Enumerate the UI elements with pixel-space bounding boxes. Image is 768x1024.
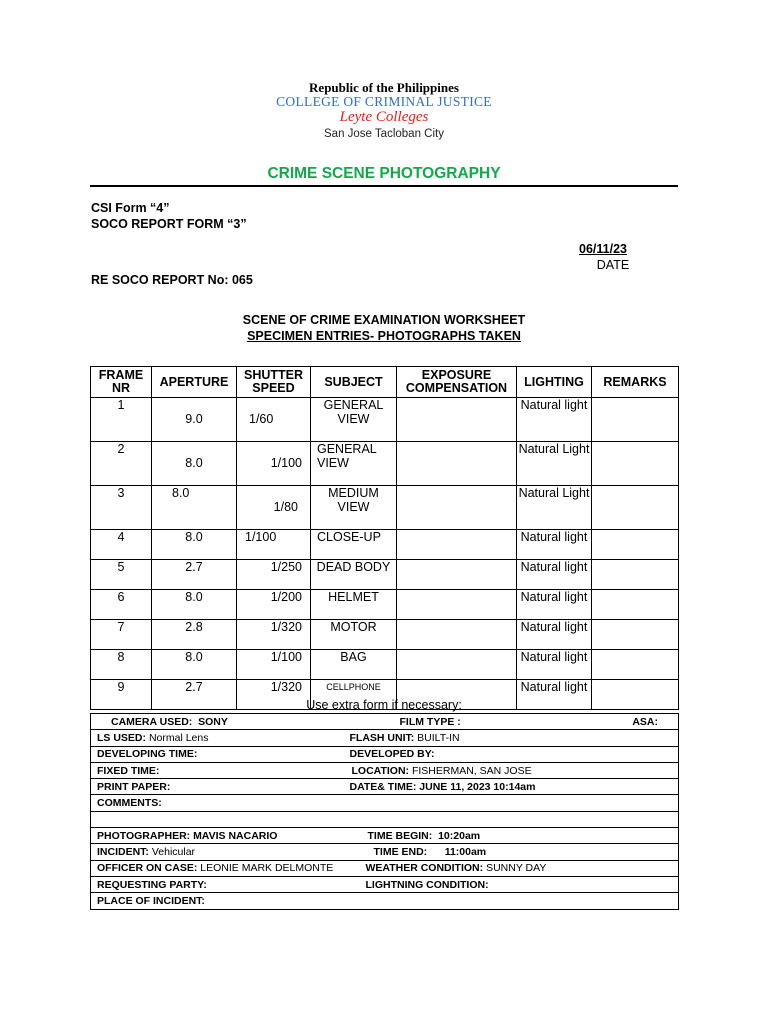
lens-used: LS USED: Normal Lens [91,730,344,746]
remarks-cell [592,620,679,650]
info-row [91,714,679,730]
developed-by: DEVELOPED BY: [344,746,679,762]
exposure-cell [397,590,517,620]
worksheet-subtitle: SPECIMEN ENTRIES- PHOTOGRAPHS TAKEN [247,329,521,343]
aperture-cell: 8.0 [152,442,237,486]
aperture-cell: 9.0 [152,398,237,442]
lighting-cell: Natural light [517,620,592,650]
info-row [91,828,679,844]
worksheet-title: SCENE OF CRIME EXAMINATION WORKSHEET [242,313,526,327]
frame-cell: 8 [91,650,152,680]
incident: INCIDENT: Vehicular [91,844,344,860]
table-row [91,398,679,442]
table-row [91,442,679,486]
info-row [91,860,679,876]
shutter-cell: 1/320 [237,620,311,650]
remarks-cell [592,560,679,590]
column-header: SUBJECT [311,367,397,398]
column-header: FRAME NR [91,367,152,398]
shutter-cell: 1/80 [237,486,311,530]
exposure-cell [397,560,517,590]
info-row [91,730,679,746]
lighting-cell: Natural light [517,398,592,442]
date-time: DATE& TIME: JUNE 11, 2023 10:14am [344,779,679,795]
aperture-cell: 8.0 [152,486,237,530]
info-row [91,795,679,811]
requesting-party: REQUESTING PARTY: [91,876,344,892]
info-row [91,876,679,892]
exposure-cell [397,620,517,650]
location: LOCATION: FISHERMAN, SAN JOSE [344,762,679,778]
info-row [91,811,679,827]
lighting-cell: Natural light [517,560,592,590]
table-header-row [91,367,679,398]
extra-form-note: Use extra form if necessary: [306,698,462,712]
frame-cell: 5 [91,560,152,590]
subject-cell: DEAD BODY [311,560,397,590]
subject-cell: HELMET [311,590,397,620]
time-end: TIME END: 11:00am [344,844,679,860]
frame-cell: 9 [91,680,152,710]
remarks-cell [592,398,679,442]
aperture-cell: 2.7 [152,680,237,710]
info-row [91,779,679,795]
column-header: REMARKS [592,367,679,398]
aperture-cell: 8.0 [152,590,237,620]
weather-condition: WEATHER CONDITION: SUNNY DAY [344,860,679,876]
frame-cell: 1 [91,398,152,442]
shutter-cell: 1/200 [237,590,311,620]
subject-cell: BAG [311,650,397,680]
remarks-cell [592,442,679,486]
aperture-cell: 8.0 [152,530,237,560]
exposure-cell [397,530,517,560]
column-header: APERTURE [152,367,237,398]
subject-cell: MOTOR [311,620,397,650]
officer-on-case: OFFICER ON CASE: LEONIE MARK DELMONTE [91,860,344,876]
table-row [91,560,679,590]
subject-cell: CLOSE-UP [311,530,397,560]
subject-cell: MEDIUM VIEW [311,486,397,530]
column-header: LIGHTING [517,367,592,398]
exposure-cell [397,650,517,680]
shutter-cell: 1/60 [237,398,311,442]
time-begin: TIME BEGIN: 10:20am [344,828,679,844]
date-value: 06/11/23 [579,242,627,256]
comments: COMMENTS: [91,795,679,811]
developing-time: DEVELOPING TIME: [91,746,344,762]
info-row [91,746,679,762]
shutter-cell: 1/320 [237,680,311,710]
table-row [91,530,679,560]
fixed-time: FIXED TIME: [91,762,344,778]
remarks-cell [592,486,679,530]
remarks-cell [592,590,679,620]
frame-cell: 3 [91,486,152,530]
college-heading: COLLEGE OF CRIMINAL JUSTICE [276,94,492,109]
remarks-cell [592,530,679,560]
shutter-cell: 1/100 [237,530,311,560]
title-rule [90,185,678,187]
subject-cell: GENERAL VIEW [311,398,397,442]
lighting-cell: Natural Light [517,486,592,530]
film-type: FILM TYPE : [344,714,574,730]
lighting-cell: Natural light [517,590,592,620]
lighting-cell: Natural light [517,530,592,560]
aperture-cell: 2.8 [152,620,237,650]
school-address: San Jose Tacloban City [324,128,444,140]
lighting-cell: Natural Light [517,442,592,486]
frame-cell: 7 [91,620,152,650]
info-row [91,844,679,860]
table-row [91,590,679,620]
shutter-cell: 1/250 [237,560,311,590]
document-title: CRIME SCENE PHOTOGRAPHY [267,165,501,182]
lighting-cell: Natural light [517,680,592,710]
subject-cell: CELLPHONE [311,680,397,710]
table-row [91,486,679,530]
frame-cell: 6 [91,590,152,620]
asa: ASA: [574,714,679,730]
column-header: SHUTTER SPEED [237,367,311,398]
exposure-cell [397,486,517,530]
place-of-incident: PLACE OF INCIDENT: [91,893,679,909]
print-paper: PRINT PAPER: [91,779,344,795]
shutter-cell: 1/100 [237,442,311,486]
shutter-cell: 1/100 [237,650,311,680]
flash-unit: FLASH UNIT: BUILT-IN [344,730,679,746]
blank-row [91,811,679,827]
lighting-cell: Natural light [517,650,592,680]
republic-heading: Republic of the Philippines [309,80,459,95]
report-number: RE SOCO REPORT No: 065 [91,273,253,287]
exposure-cell [397,442,517,486]
info-row [91,893,679,909]
frame-cell: 2 [91,442,152,486]
photo-info-table [90,713,679,910]
school-name: Leyte Colleges [339,109,429,125]
photographer: PHOTOGRAPHER: MAVIS NACARIO [91,828,344,844]
csi-form-label: CSI Form “4” [91,201,170,215]
remarks-cell [592,650,679,680]
soco-form-label: SOCO REPORT FORM “3” [91,217,247,231]
table-row [91,620,679,650]
date-label: DATE [596,258,630,272]
aperture-cell: 2.7 [152,560,237,590]
specimen-table [90,366,679,710]
frame-cell: 4 [91,530,152,560]
table-row [91,650,679,680]
info-row [91,762,679,778]
lightning-condition: LIGHTNING CONDITION: [344,876,679,892]
subject-cell: GENERAL VIEW [311,442,397,486]
aperture-cell: 8.0 [152,650,237,680]
column-header: EXPOSURE COMPENSATION [397,367,517,398]
exposure-cell [397,398,517,442]
camera-used: CAMERA USED: SONY [91,714,344,730]
